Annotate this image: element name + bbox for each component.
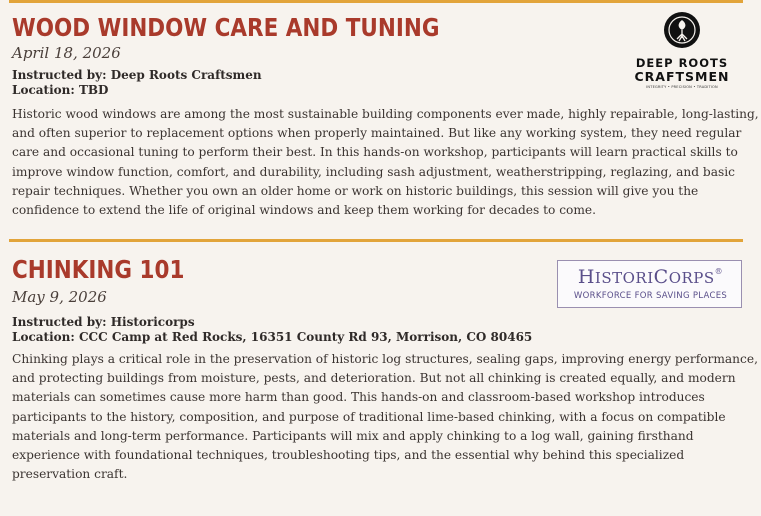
description-line: repair techniques. Whether you own an older home or work on historic buildings, this session will give you the — [12, 183, 699, 198]
description-line: care and occasional tuning to perform their best. In this hands-on workshop, participants will learn practical skills to — [12, 145, 738, 160]
logo-line-1: DEEP ROOTS — [635, 56, 729, 70]
description-line: and protecting buildings from moisture, pests, and deterioration. But not all chinking is created equally, and modern — [12, 371, 736, 386]
event-instructor — [12, 68, 262, 83]
event-description — [12, 105, 759, 220]
event-date: April 18, 2026 — [12, 44, 121, 62]
description-line: participants to the history, composition, and purpose of traditional lime-based chinking, with a focus on compatible — [12, 409, 726, 424]
deep-roots-craftsmen-logo — [628, 10, 736, 88]
tree-roots-icon — [664, 12, 700, 48]
location-value: TBD — [78, 83, 109, 97]
section-divider — [9, 239, 743, 242]
event-date: May 9, 2026 — [12, 288, 107, 306]
description-line: and often superior to replacement options when properly maintained. But like any working system, they need regular — [12, 126, 742, 141]
event-instructor — [12, 315, 195, 330]
event-title: WOOD WINDOW CARE AND TUNING — [12, 13, 440, 42]
location-label: Location: — [12, 83, 75, 97]
description-line: preservation craft. — [12, 467, 128, 482]
logo-line-2: CRAFTSMEN — [634, 69, 730, 84]
event-location — [12, 330, 532, 345]
top-divider — [9, 0, 743, 3]
description-line: materials and long-term performance. Participants will mix and apply chinking to a log wall, gaining firsthand — [12, 428, 694, 443]
event-title: CHINKING 101 — [12, 255, 185, 284]
event-description — [12, 350, 758, 484]
instructor-value: Deep Roots Craftsmen — [110, 68, 262, 82]
instructor-value: Historicorps — [110, 315, 195, 329]
description-line: experience with foundational techniques, troubleshooting tips, and the essential why behind this specialized — [12, 448, 685, 463]
logo-tagline: WORKFORCE FOR SAVING PLACES — [573, 291, 728, 301]
description-line: improve window function, comfort, and durability, including sash adjustment, weatherstripping, reglazing, and basic — [12, 164, 735, 179]
location-label: Location: — [12, 330, 75, 344]
event-location — [12, 83, 108, 98]
description-line: confidence to extend the life of original windows and keep them working for decades to come. — [12, 203, 597, 218]
logo-name: HISTORICORPS® — [577, 266, 724, 288]
location-value: CCC Camp at Red Rocks, 16351 County Rd 93, Morrison, CO 80465 — [78, 330, 533, 344]
logo-tagline: INTEGRITY • PRECISION • TRADITION — [646, 85, 718, 89]
description-line: materials can sometimes cause more harm than good. This hands-on and classroom-based workshop introduces — [12, 390, 705, 405]
instructor-label: Instructed by: — [12, 68, 107, 82]
historicorps-logo — [557, 260, 742, 308]
description-line: Chinking plays a critical role in the preservation of historic log structures, sealing gaps, improving energy performance, — [12, 352, 758, 366]
instructor-label: Instructed by: — [12, 315, 107, 329]
description-line: Historic wood windows are among the most sustainable building components ever made, highly repairable, long-lasting, — [12, 107, 759, 121]
